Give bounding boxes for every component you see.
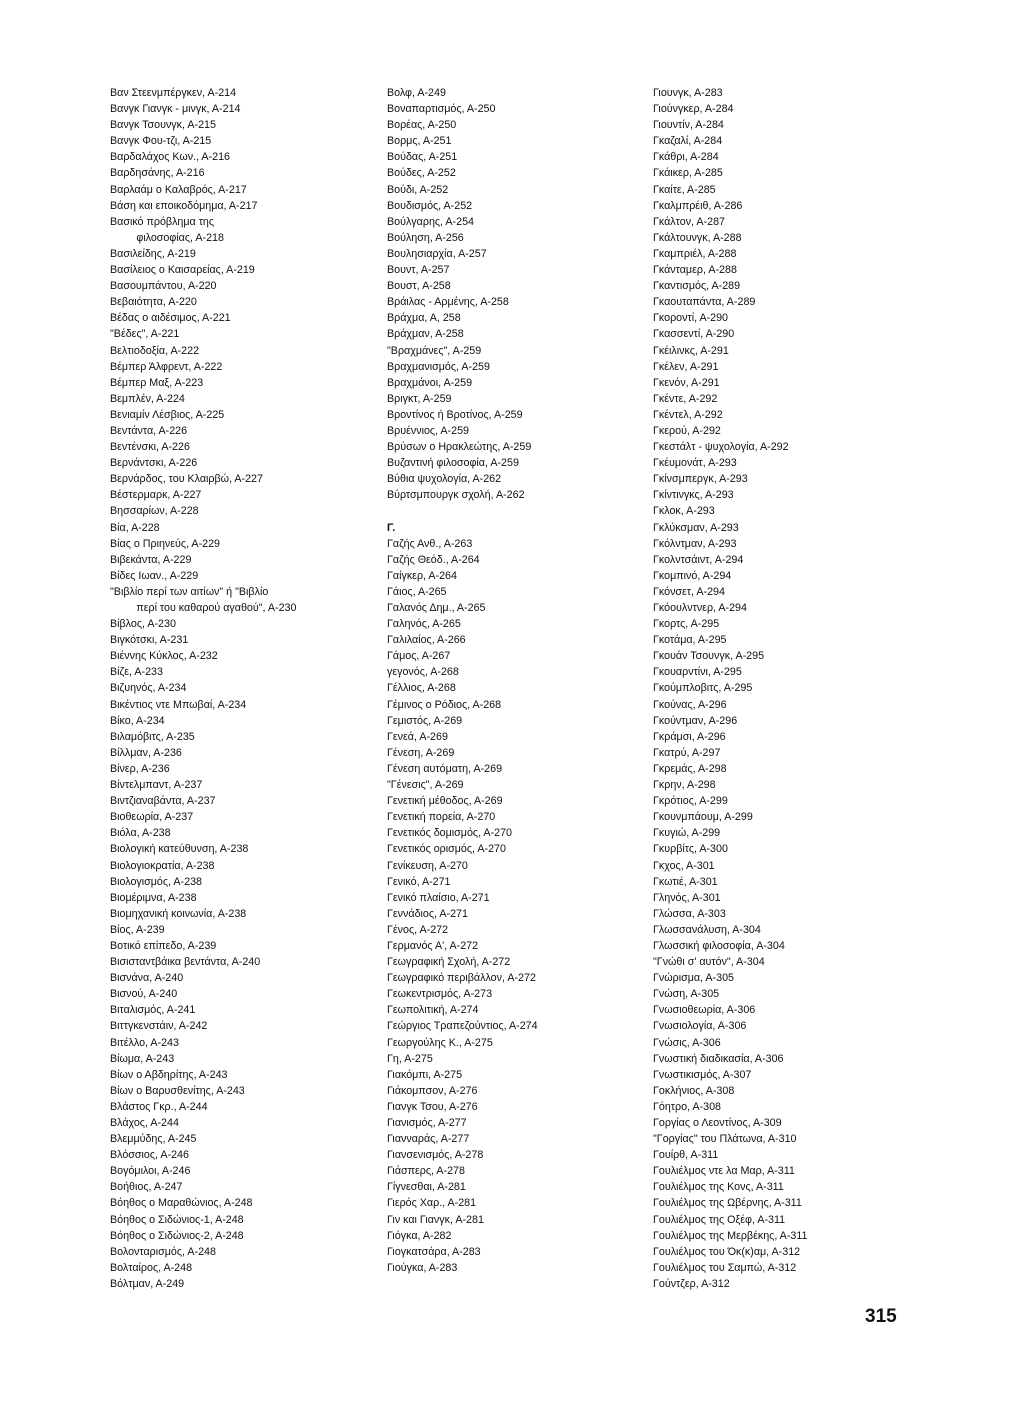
index-entry: Βιλαμόβιτς, Α-235 (110, 730, 195, 743)
index-entry: Γκάνταμερ, Α-288 (653, 264, 737, 277)
index-entry: Γιανισμός, Α-277 (387, 1117, 467, 1129)
index-entry: Γκασσεντί, Α-290 (653, 328, 735, 341)
index-entry: Βερνάντσκι, Α-226 (110, 457, 198, 470)
index-entry: Βολονταρισμός, Α-248 (110, 1245, 216, 1258)
index-entry: Βούλγαρης, Α-254 (387, 215, 474, 228)
index-entry: Γοκλήνιος, Α-308 (653, 1084, 735, 1097)
index-entry: Γκομπινό, Α-294 (653, 569, 732, 582)
index-entry: Γκούνας, Α-296 (653, 698, 727, 711)
index-entry: Βογόμιλοι, Α-246 (110, 1165, 191, 1178)
index-entry: Βλάχος, Α-244 (110, 1117, 179, 1129)
index-entry: Γούντζερ, Α-312 (653, 1277, 730, 1290)
index-entry: Βανγκ Φου-τζι, Α-215 (110, 135, 212, 148)
index-entry: Γίγνεσθαι, Α-281 (387, 1181, 466, 1194)
index-entry: Γνώρισμα, Α-305 (653, 972, 734, 985)
index-entry: Γκόνσετ, Α-294 (653, 585, 725, 598)
index-entry: Γαζής Ανθ., Α-263 (387, 537, 473, 550)
index-entry: Γαλιλαίος, Α-266 (387, 634, 466, 647)
index-entry: Γενικό πλαίσιο, Α-271 (387, 891, 490, 904)
index-entry: Βούδι, Α-252 (387, 183, 449, 196)
index-entry: Βερνάρδος, του Κλαιρβώ, Α-227 (110, 473, 263, 486)
index-entry: Βέδας ο αιδέσιμος, Α-221 (110, 312, 231, 325)
index-entry: Βησσαρίων, Α-228 (110, 505, 199, 518)
index-entry: Βίκο, Α-234 (110, 714, 165, 727)
index-entry: Βρύσων ο Ηρακλεώτης, Α-259 (387, 441, 532, 454)
index-entry: Βυζαντινή φιλοσοφία, Α-259 (387, 457, 519, 470)
index-entry: Βιττγκενστάιν, Α-242 (110, 1020, 208, 1033)
index-entry: Βανγκ Γιανγκ - μινγκ, Α-214 (110, 103, 241, 116)
index-entry: Γάμος, Α-267 (387, 650, 451, 663)
index-entry: Βίωμα, Α-243 (110, 1052, 175, 1065)
index-entry: Βασίλειος ο Καισαρείας, Α-219 (110, 264, 255, 277)
index-entry: Γκρην, Α-298 (653, 779, 716, 792)
index-entry: "Γνώθι σ' αυτόν", Α-304 (653, 956, 765, 969)
index-entry: Βιολογική κατεύθυνση, Α-238 (110, 843, 249, 856)
index-entry: Γιακόμπι, Α-275 (387, 1068, 463, 1081)
index-entry: Γιουνγκ, Α-283 (653, 87, 723, 99)
index-entry: Γεωπολιτική, Α-274 (387, 1004, 479, 1017)
index-entry: Γενετική μέθοδος, Α-269 (387, 795, 503, 808)
index-entry: Βεμπλέν, Α-224 (110, 392, 185, 405)
index-entry: Βιτέλλο, Α-243 (110, 1036, 179, 1049)
index-entry: Γκάικερ, Α-285 (653, 167, 723, 180)
index-entry: Γενεά, Α-269 (387, 730, 448, 743)
index-entry: Βιβεκάντα, Α-229 (110, 553, 192, 566)
index-entry: Γκάλτουνγκ, Α-288 (653, 231, 742, 244)
index-entry: Γενετικός δομισμός, Α-270 (387, 827, 513, 840)
index-entry: Βίων ο Αβδηρίτης, Α-243 (110, 1068, 228, 1081)
index-entry: Γκολντσάιντ, Α-294 (653, 553, 744, 566)
index-entry: Βίντελμπαντ, Α-237 (110, 779, 203, 792)
index-entry: Γκλοκ, Α-293 (653, 505, 715, 518)
index-entry: Γληνός, Α-301 (653, 891, 721, 904)
index-entry: Γκόλντμαν, Α-293 (653, 537, 737, 550)
index-entry: Γκαντισμός, Α-289 (653, 280, 741, 293)
index-entry: γεγονός, Α-268 (387, 666, 459, 679)
index-entry: Βιταλισμός, Α-241 (110, 1004, 196, 1017)
index-entry: Γκέυμονάτ, Α-293 (653, 457, 737, 470)
index-entry: Γκίντινγκς, Α-293 (653, 489, 734, 502)
index-entry: Γεωκεντρισμός, Α-273 (387, 988, 493, 1001)
index-entry: Γλωσσανάλυση, Α-304 (653, 923, 761, 936)
index-entry: Βούδας, Α-251 (387, 151, 458, 164)
index-entry: Βόηθος ο Σιδώνιος-2, Α-248 (110, 1229, 244, 1242)
index-entry: Βιολογισμός, Α-238 (110, 875, 202, 888)
index-entry: Βόηθος ο Σιδώνιος-1, Α-248 (110, 1213, 244, 1226)
index-entry: Βιζυηνός, Α-234 (110, 682, 187, 695)
index-entry: Γένος, Α-272 (387, 923, 449, 936)
index-entry: Γκούντμαν, Α-296 (653, 714, 738, 727)
index-entry: Γλωσσική φιλοσοφία, Α-304 (653, 939, 785, 952)
index-entry: Γκχος, Α-301 (653, 859, 715, 872)
index-entry: Γερμανός Α', Α-272 (387, 939, 479, 952)
index-entry: Βριγκτ, Α-259 (387, 392, 452, 405)
index-entry: Γκεστάλτ - ψυχολογία, Α-292 (653, 441, 789, 454)
index-entry: Γκυρβίτς, Α-300 (653, 843, 728, 856)
index-entry: Βενιαμίν Λέσβιος, Α-225 (110, 408, 225, 421)
index-entry: Βραχμάνοι, Α-259 (387, 376, 473, 389)
index-entry: Γουλιέλμος του Σαμπώ, Α-312 (653, 1261, 797, 1274)
index-entry: Βροντίνος ή Βροτίνος, Α-259 (387, 408, 523, 421)
index-entry: Βολταίρος, Α-248 (110, 1261, 193, 1274)
index-entry: Γιούγκα, Α-283 (387, 1261, 458, 1274)
index-entry: Γουλιέλμος της Ωβέρνης, Α-311 (653, 1197, 802, 1210)
index-entry: Γενετικός ορισμός, Α-270 (387, 843, 506, 856)
index-entry: Γιερός Χαρ., Α-281 (387, 1197, 477, 1210)
index-entry: Γκρεμάς, Α-298 (653, 762, 727, 775)
index-entry: Βιόλα, Α-238 (110, 827, 171, 840)
index-entry: Βόηθος ο Μαραθώνιος, Α-248 (110, 1197, 253, 1210)
index-entry: Βανγκ Τσουνγκ, Α-215 (110, 119, 216, 132)
index-entry: Γουλιέλμος της Οξέφ, Α-311 (653, 1213, 786, 1226)
index-entry: Βουντ, Α-257 (387, 264, 450, 277)
index-entry: Γκαμπριέλ, Α-288 (653, 247, 737, 260)
index-entry: Γκουαρντίνι, Α-295 (653, 666, 742, 679)
index-entry: Βεβαιότητα, Α-220 (110, 296, 197, 309)
index-entry: Γλώσσα, Α-303 (653, 907, 726, 920)
index-entry: Γκοροντί, Α-290 (653, 312, 729, 325)
index-entry: Γκούμπλοβιτς, Α-295 (653, 682, 753, 695)
index-entry: Βάση και εποικοδόμημα, Α-217 (110, 199, 258, 212)
index-entry: Γκρότιος, Α-299 (653, 795, 728, 808)
index-entry: Βιντζιαναβάντα, Α-237 (110, 795, 216, 808)
index-column-3 (653, 85, 817, 1292)
index-entry: Γκάλτον, Α-287 (653, 215, 725, 228)
index-entry: Γουλιέλμος του Όκ(κ)αμ, Α-312 (653, 1245, 801, 1258)
index-entry: Γιάσπερς, Α-278 (387, 1165, 465, 1178)
index-entry: Γκυγιώ, Α-299 (653, 827, 721, 840)
index-entry: Βιέννης Κύκλος, Α-232 (110, 650, 218, 663)
index-entry: Βέμπερ Μαξ, Α-223 (110, 376, 204, 389)
index-entry: Γκέιλινκς, Α-291 (653, 344, 729, 357)
index-entry: Βασικό πρόβλημα της (110, 215, 215, 228)
index-entry: Βλόσσιος, Α-246 (110, 1149, 189, 1162)
index-entry: Βράχμα, Α, 258 (387, 312, 461, 325)
index-entry: Γκενόν, Α-291 (653, 376, 720, 389)
index-entry: Βεντάντα, Α-226 (110, 424, 188, 437)
index-entry: Βίλλμαν, Α-236 (110, 746, 182, 759)
index-entry: Γιούνγκερ, Α-284 (653, 103, 734, 116)
index-entry: Γεώργιος Τραπεζούντιος, Α-274 (387, 1020, 538, 1033)
index-entry: Γιανσενισμός, Α-278 (387, 1149, 484, 1162)
index-entry: Βλάστος Γκρ., Α-244 (110, 1100, 208, 1113)
index-entry: Βουλησιαρχία, Α-257 (387, 247, 487, 260)
index-entry: Γένεση αυτόματη, Α-269 (387, 762, 503, 775)
index-entry: Βικέντιος ντε Μπωβαί, Α-234 (110, 698, 247, 711)
index-entry: Βισισταντβάικα βεντάντα, Α-240 (110, 956, 261, 969)
index-entry: Γκορτς, Α-295 (653, 618, 720, 631)
index-entry: Γκαίτε, Α-285 (653, 183, 716, 196)
index-entry: Γαλανός Δημ., Α-265 (387, 602, 486, 614)
index-entry: Γένεση, Α-269 (387, 746, 455, 759)
index-entry: Βουστ, Α-258 (387, 280, 451, 293)
index-entry: Βισνού, Α-240 (110, 988, 178, 1001)
index-entry: Γέλλιος, Α-268 (387, 682, 456, 695)
index-entry: Γουίρθ, Α-311 (653, 1149, 719, 1162)
index-entry: Βράχμαν, Α-258 (387, 328, 464, 341)
index-entry: Γουλιέλμος της Κονς, Α-311 (653, 1181, 784, 1194)
index-entry: Βίνερ, Α-236 (110, 762, 170, 775)
index-entry: Γενίκευση, Α-270 (387, 859, 468, 872)
index-entry: "Βιβλίο περί των αιτίων" ή "Βιβλίο (110, 585, 269, 598)
index-entry: Γκέντελ, Α-292 (653, 408, 723, 421)
index-entry: Βίδες Ιωαν., Α-229 (110, 569, 199, 582)
index-entry: Βρυέννιος, Α-259 (387, 424, 470, 437)
index-entry: Βοναπαρτισμός, Α-250 (387, 103, 496, 116)
index-entry: Γη, Α-275 (387, 1052, 433, 1065)
index-entry: Γεωργούλης Κ., Α-275 (387, 1036, 493, 1049)
index-entry: Γκωτιέ, Α-301 (653, 875, 718, 888)
index-entry: Βίζε, Α-233 (110, 666, 163, 679)
index-entry: Βέστερμαρκ, Α-227 (110, 489, 202, 502)
index-entry: Γαληνός, Α-265 (387, 618, 461, 631)
index-entry: Γκόουλντνερ, Α-294 (653, 602, 747, 614)
page-number: 315 (865, 1306, 897, 1327)
index-entry: Βιγκότσκι, Α-231 (110, 634, 189, 647)
index-entry: Γάιος, Α-265 (387, 585, 447, 598)
index-entry: Βόλτμαν, Α-249 (110, 1277, 185, 1290)
index-entry: περί του καθαρού αγαθού", Α-230 (136, 602, 297, 614)
index-entry: Γνώση, Α-305 (653, 988, 720, 1001)
index-entry: Βασιλείδης, Α-219 (110, 247, 196, 260)
index-entry: Γκράμσι, Α-296 (653, 730, 726, 743)
index-entry: Βραχμανισμός, Α-259 (387, 360, 490, 373)
index-entry: Βαν Στεενμπέργκεν, Α-214 (110, 87, 237, 99)
index-entry: Γεωγραφικό περιβάλλον, Α-272 (387, 972, 536, 985)
index-entry: "Βέδες", Α-221 (110, 328, 180, 341)
index-entry: Γενετική πορεία, Α-270 (387, 811, 496, 824)
index-entry: Γκέντε, Α-292 (653, 392, 718, 405)
index-entry: Βίος, Α-239 (110, 923, 165, 936)
section-letter: Γ. (387, 521, 396, 534)
index-entry: Βία, Α-228 (110, 521, 160, 534)
index-entry: Βαρδησάνης, Α-216 (110, 167, 205, 180)
index-entry: Βίων ο Βαρυσθενίτης, Α-243 (110, 1084, 245, 1097)
index-entry: Βισνάνα, Α-240 (110, 972, 184, 985)
index-entry: Γνωστικισμός, Α-307 (653, 1068, 752, 1081)
index-entry: Γεμιστός, Α-269 (387, 714, 463, 727)
index-entry: Βαρλαάμ ο Καλαβρός, Α-217 (110, 183, 247, 196)
index-entry: Βιολογιοκρατία, Α-238 (110, 859, 215, 872)
index-entry: Γνωσιοθεωρία, Α-306 (653, 1004, 756, 1017)
index-entry: Γιόγκα, Α-282 (387, 1229, 452, 1242)
index-entry: Γουλιέλμος ντε λα Μαρ, Α-311 (653, 1165, 795, 1178)
index-entry: Γκατρύ, Α-297 (653, 746, 721, 759)
index-entry: Βίας ο Πριηνεύς, Α-229 (110, 537, 221, 550)
index-entry: Γνωσιολογία, Α-306 (653, 1020, 747, 1033)
index-entry: Γκουάν Τσουνγκ, Α-295 (653, 650, 765, 663)
index-entry: Βεντένσκι, Α-226 (110, 441, 190, 454)
index-entry: Βιοθεωρία, Α-237 (110, 811, 194, 824)
index-entry: Βούδες, Α-252 (387, 167, 456, 180)
index-entry: Γκαλμπρέιθ, Α-286 (653, 199, 743, 212)
index-entry: Βουδισμός, Α-252 (387, 199, 473, 212)
index-entry: Γιανναράς, Α-277 (387, 1133, 470, 1146)
index-entry: Γκαζαλί, Α-284 (653, 135, 723, 148)
index-entry: Γκοτάμα, Α-295 (653, 634, 727, 647)
index-entry: Βέμπερ Άλφρεντ, Α-222 (110, 360, 223, 373)
index-entry: Βιομέριμνα, Α-238 (110, 891, 197, 904)
index-entry: Γεωγραφική Σχολή, Α-272 (387, 956, 511, 969)
index-entry: Γιάκομπσον, Α-276 (387, 1084, 478, 1097)
index-entry: Γνώσις, Α-306 (653, 1036, 721, 1049)
index-entry: Γκαουταπάντα, Α-289 (653, 296, 756, 309)
index-entry: Βίβλος, Α-230 (110, 618, 176, 631)
index-entry: Γιν και Γιανγκ, Α-281 (387, 1213, 484, 1226)
index-entry: Γκλύκσμαν, Α-293 (653, 521, 739, 534)
index-entry: Βορέας, Α-250 (387, 119, 457, 132)
index-entry: Γκάθρι, Α-284 (653, 151, 719, 164)
index-entry: "Γένεσις", Α-269 (387, 779, 464, 792)
index-entry: φιλοσοφίας, Α-218 (136, 231, 224, 244)
index-entry: Βούληση, Α-256 (387, 231, 464, 244)
index-entry: Γουλιέλμος της Μερβέκης, Α-311 (653, 1229, 808, 1242)
index-column-1 (110, 85, 308, 1292)
index-entry: Γαζής Θεόδ., Α-264 (387, 553, 480, 566)
index-entry: Γόητρο, Α-308 (653, 1100, 722, 1113)
index-entry: Βύρτσμπουργκ σχολή, Α-262 (387, 489, 525, 502)
index-entry: Βιομηχανική κοινωνία, Α-238 (110, 907, 247, 920)
index-entry: Γκερού, Α-292 (653, 424, 721, 437)
index-entry: Γιανγκ Τσου, Α-276 (387, 1100, 478, 1113)
index-entry: Βορμς, Α-251 (387, 135, 452, 148)
index-entry: "Γοργίας" του Πλάτωνα, Α-310 (653, 1133, 797, 1146)
index-entry: Βαρδαλάχος Κων., Α-216 (110, 151, 231, 164)
index-entry: Βασουμπάντου, Α-220 (110, 280, 217, 293)
index-entry: Βολφ, Α-249 (387, 87, 446, 99)
index-entry: Γιουντίν, Α-284 (653, 119, 724, 132)
index-entry: Γαίγκερ, Α-264 (387, 569, 457, 582)
index-entry: Γκέλεν, Α-291 (653, 360, 719, 373)
index-entry: Γοργίας ο Λεοντίνος, Α-309 (653, 1117, 782, 1129)
index-entry: Βράιλας - Αρμένης, Α-258 (387, 296, 509, 309)
index-entry: Βοήθιος, Α-247 (110, 1181, 183, 1194)
index-entry: Γνωστική διαδικασία, Α-306 (653, 1052, 784, 1065)
index-entry: Γέμινος ο Ρόδιος, Α-268 (387, 698, 502, 711)
index-entry: "Βραχμάνες", Α-259 (387, 344, 482, 357)
index-entry: Βοτικό επίπεδο, Α-239 (110, 939, 217, 952)
index-entry: Βύθια ψυχολογία, Α-262 (387, 473, 502, 486)
index-entry: Βελτιοδοξία, Α-222 (110, 344, 200, 357)
index-entry: Γεννάδιος, Α-271 (387, 907, 468, 920)
index-entry: Βλεμμύδης, Α-245 (110, 1133, 197, 1146)
index-entry: Γιογκατσάρα, Α-283 (387, 1245, 481, 1258)
index-entry: Γενικό, Α-271 (387, 875, 451, 888)
index-entry: Γκουνμπάουμ, Α-299 (653, 811, 753, 824)
index-entry: Γκίνσμπεργκ, Α-293 (653, 473, 748, 486)
index-column-2 (387, 85, 547, 1276)
